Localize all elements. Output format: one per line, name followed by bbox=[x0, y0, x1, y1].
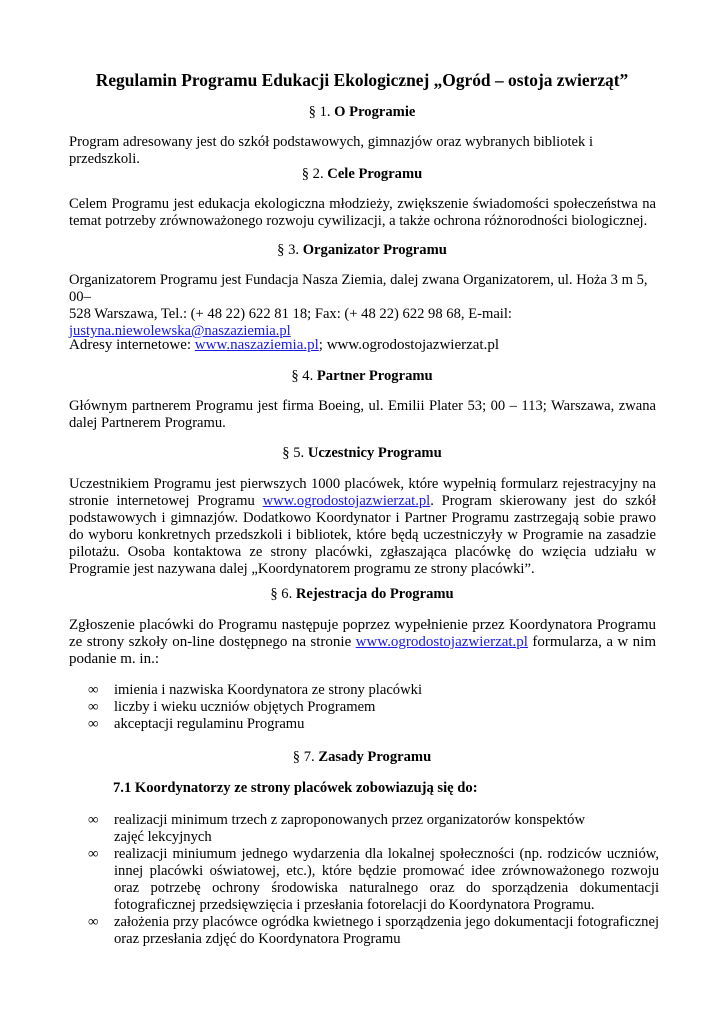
section-5-text-a: Uczestnikiem Programu jest pierwszych 1000 placówek, które wypełnią formularz rejestracyjny na stronie internetowej Programu bbox=[69, 476, 656, 509]
list-item: ∞ realizacji miniumum jednego wydarzenia dla lokalnej społeczności (np. rodziców uczniów, innej placówki oświatowej, etc.), które będzie promować idee zrównoważonego rozwoju oraz potrzebę ochrony środowiska naturalnego oraz do sporządzenia dokumentacji fotograficznej przedsięwzięcia i przesłania fotorelacji do Koordynatora Programu. bbox=[88, 846, 659, 913]
list-item: ∞ realizacji minimum trzech z zaproponowanych przez organizatorów konspektów zajęć lekcyjnych bbox=[88, 812, 586, 845]
section-3-text bbox=[69, 272, 656, 340]
coordinator-duties-list bbox=[69, 812, 659, 948]
list-item: ∞ akceptacji regulaminu Programu bbox=[88, 716, 305, 732]
section-6-number: § 6. bbox=[270, 586, 293, 602]
section-5-text-b: . Program skierowany jest do szkół podstawowych i gimnazjów. Dodatkowo Koordynator i Partner Programu zastrzegają sobie prawo do wyboru konkretnych przedszkoli i bibliotek, które będą uczestniczyły w Programie na zasadzie pilotażu. Osoba kontaktowa ze strony placówki, zgłaszająca placówkę do wzięcia udziału w Programie jest nazywana dalej „Koordynatorem programu ze strony placówki”. bbox=[69, 493, 656, 577]
section-2-name: Cele Programu bbox=[327, 166, 423, 182]
section-6-heading bbox=[0, 586, 724, 603]
web-addresses-rest: ; www.ogrodostojazwierzat.pl bbox=[318, 337, 500, 353]
infinity-bullet-icon: ∞ bbox=[88, 699, 99, 715]
section-7-heading bbox=[0, 749, 724, 766]
section-7-name: Zasady Programu bbox=[318, 749, 432, 765]
section-2-text: Celem Programu jest edukacja ekologiczna młodzieży, zwiększenie świadomości społeczeństwa na temat potrzeby zrównoważonego rozwoju cywilizacji, a także ochrona różnorodności biologicznej. bbox=[69, 196, 656, 229]
section-4-name: Partner Programu bbox=[316, 368, 433, 384]
section-6-text-a: Zgłoszenie placówki do Programu następuje poprzez wypełnienie przez Koordynatora Programu ze strony szkoły on-line dostępnego na stronie bbox=[69, 617, 656, 650]
registration-fields-list bbox=[69, 682, 659, 733]
section-5-link[interactable]: www.ogrodostojazwierzat.pl bbox=[262, 493, 431, 509]
section-5-number: § 5. bbox=[282, 445, 305, 461]
section-3-line-1: Organizatorem Programu jest Fundacja Nasza Ziemia, dalej zwana Organizatorem, ul. Hoża 3 m 5, 00– bbox=[69, 272, 648, 305]
section-4-heading bbox=[0, 368, 724, 385]
naszaziemia-link[interactable]: www.naszaziemia.pl bbox=[194, 337, 319, 353]
section-5-text bbox=[69, 476, 656, 578]
infinity-bullet-icon: ∞ bbox=[88, 846, 99, 862]
subsection-7-1-title: Koordynatorzy ze strony placówek zobowiazują się do: bbox=[134, 780, 478, 796]
section-3-heading bbox=[0, 242, 724, 259]
section-2-heading bbox=[0, 166, 724, 183]
organizer-email-link[interactable]: justyna.niewolewska@naszaziemia.pl bbox=[69, 323, 291, 339]
section-1-number: § 1. bbox=[308, 104, 331, 120]
list-item: ∞ założenia przy placówce ogródka kwietnego i sporządzenia jego dokumentacji fotograficznej oraz przesłania zdjęć do Koordynatora Programu bbox=[88, 914, 659, 947]
infinity-bullet-icon: ∞ bbox=[88, 812, 99, 828]
document-title: Regulamin Programu Edukacji Ekologicznej „Ogród – ostoja zwierząt” bbox=[95, 70, 629, 90]
infinity-bullet-icon: ∞ bbox=[88, 682, 99, 698]
section-2-number: § 2. bbox=[301, 166, 324, 182]
section-6-text bbox=[69, 617, 656, 668]
web-addresses-label: Adresy internetowe: bbox=[69, 337, 192, 353]
subsection-7-1-heading bbox=[113, 780, 478, 797]
section-1-name: O Programie bbox=[334, 104, 416, 120]
subsection-7-1-number: 7.1 bbox=[113, 780, 132, 796]
section-4-text: Głównym partnerem Programu jest firma Boeing, ul. Emilii Plater 53; 00 – 113; Warszawa, zwana dalej Partnerem Programu. bbox=[69, 398, 656, 431]
section-1-text: Program adresowany jest do szkół podstawowych, gimnazjów oraz wybranych bibliotek i przedszkoli. bbox=[69, 134, 594, 167]
section-5-heading bbox=[0, 445, 724, 462]
section-7-number: § 7. bbox=[292, 749, 315, 765]
section-3-number: § 3. bbox=[277, 242, 300, 258]
section-1-heading bbox=[0, 104, 724, 121]
section-3-name: Organizator Programu bbox=[302, 242, 447, 258]
web-addresses bbox=[69, 337, 656, 354]
list-item: ∞ imienia i nazwiska Koordynatora ze strony placówki bbox=[88, 682, 422, 698]
section-5-name: Uczestnicy Programu bbox=[307, 445, 442, 461]
list-item: ∞ liczby i wieku uczniów objętych Programem bbox=[88, 699, 376, 715]
infinity-bullet-icon: ∞ bbox=[88, 914, 99, 930]
section-6-name: Rejestracja do Programu bbox=[295, 586, 454, 602]
section-6-link[interactable]: www.ogrodostojazwierzat.pl bbox=[355, 634, 528, 650]
section-3-line-2: 528 Warszawa, Tel.: (+ 48 22) 622 81 18; Fax: (+ 48 22) 622 98 68, E-mail: bbox=[69, 306, 512, 322]
infinity-bullet-icon: ∞ bbox=[88, 716, 99, 732]
section-4-number: § 4. bbox=[291, 368, 314, 384]
section-6-text-b: formularza, a w nim podanie m. in.: bbox=[69, 634, 656, 667]
